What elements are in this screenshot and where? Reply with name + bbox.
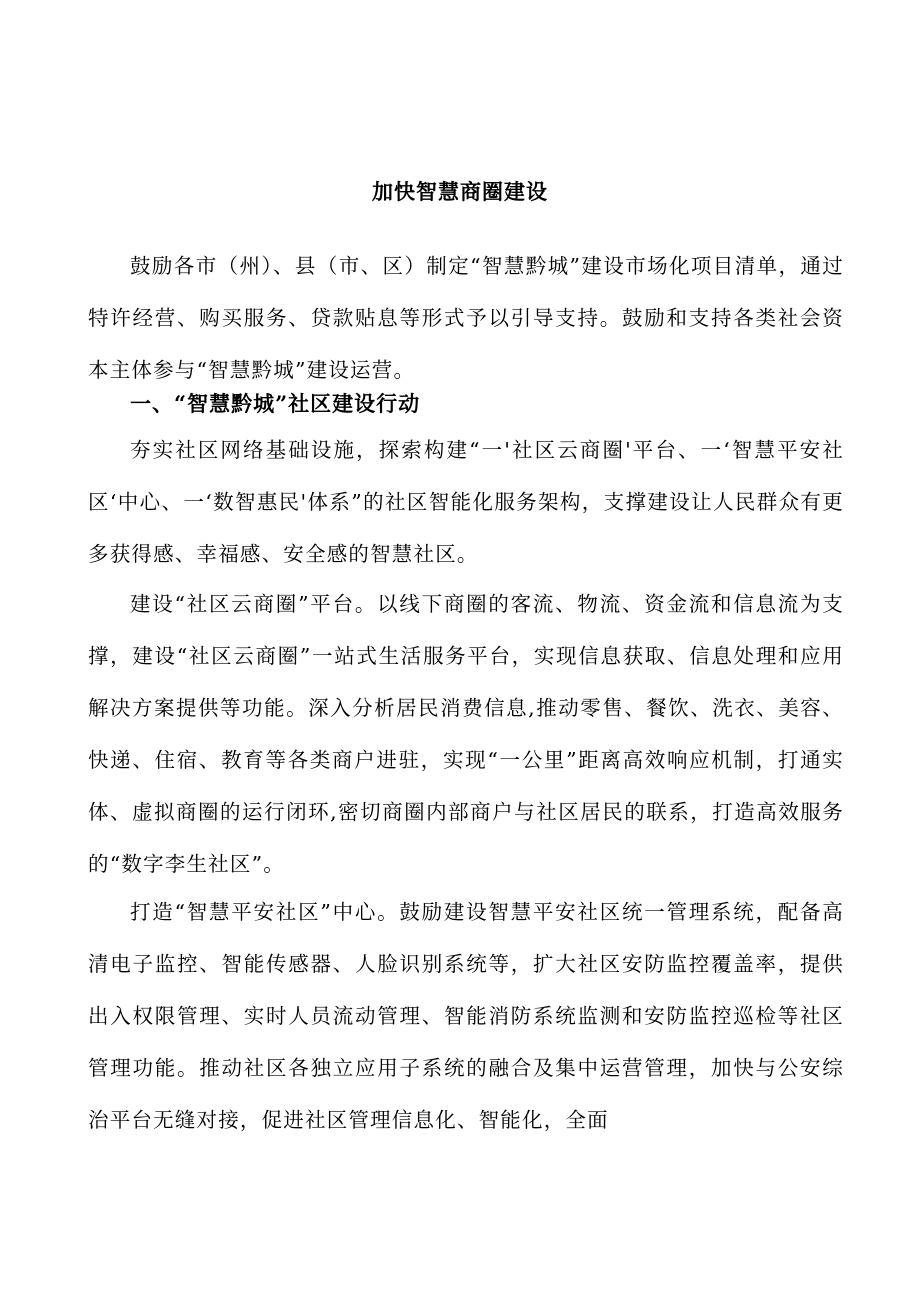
section-heading: 一、“智慧黔城”社区建设行动 — [130, 391, 421, 416]
paragraph-infrastructure: 夯实社区网络基础设施，探索构建“一'社区云商圈'平台、一‘智慧平安社区‘中心、一‘数智惠民'体系”的社区智能化服务架构，支撑建设让人民群众有更多获得感、幸福感、安全感的智慧社区。 — [88, 438, 844, 566]
paragraph-safe-community: 打造“智慧平安社区”中心。鼓励建设智慧平安社区统一管理系统，配备高清电子监控、智能传感器、人脸识别系统等，扩大社区安防监控覆盖率，提供出入权限管理、实时人员流动管理、智能消防系统监测和安防监控巡检等社区管理功能。推动社区各独立应用子系统的融合及集中运营管理，加快与公安综治平台无缝对接，促进社区管理信息化、智能化，全面 — [88, 900, 844, 1132]
document-title: 加快智慧商圈建设 — [372, 179, 548, 204]
paragraph-intro: 鼓励各市（州）、县（市、区）制定“智慧黔城”建设市场化项目清单，通过特许经营、购买服务、贷款贴息等形式予以引导支持。鼓励和支持各类社会资本主体参与“智慧黔城”建设运营。 — [88, 254, 844, 382]
paragraph-cloud-business-circle: 建设“社区云商圈”平台。以线下商圈的客流、物流、资金流和信息流为支撑，建设“社区云商圈”一站式生活服务平台，实现信息获取、信息处理和应用解决方案提供等功能。深入分析居民消费信息,推动零售、餐饮、洗衣、美容、快递、住宿、教育等各类商户进驻，实现“一公里”距离高效响应机制，打通实体、虚拟商圈的运行闭环,密切商圈内部商户与社区居民的联系，打造高效服务的“数字李生社区”。 — [88, 592, 844, 876]
